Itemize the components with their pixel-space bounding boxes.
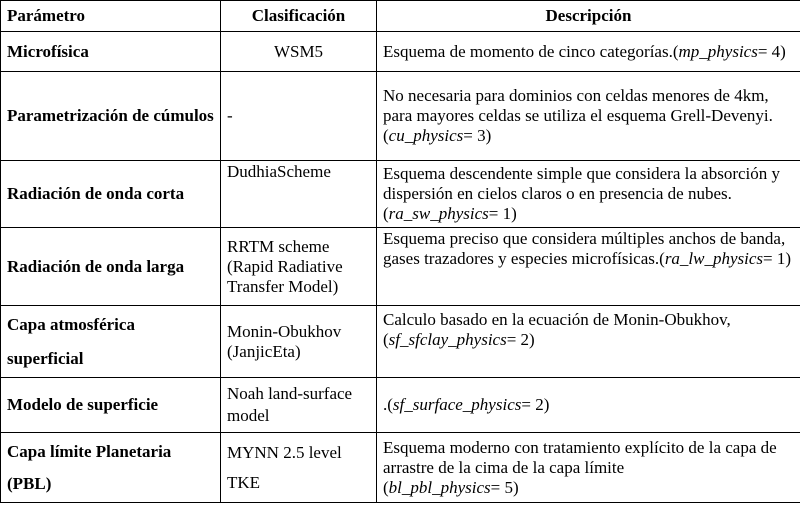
row-clasificacion: RRTM scheme (Rapid Radiative Transfer Model) [221, 228, 377, 306]
row-descripcion: Esquema moderno con tratamiento explícito de la capa de arrastre de la cima de la capa límite (bl_pbl_physics= 5) [377, 433, 800, 503]
row-descripcion: Esquema preciso que considera múltiples anchos de banda, gases trazadores y especies microfísicas.(ra_lw_physics= 1) [377, 228, 800, 306]
physics-option-value: = 5) [490, 477, 519, 497]
header-clasificacion: Clasificación [221, 1, 377, 32]
physics-option-value: = 3) [463, 126, 492, 145]
row-parametro: Capa atmosférica superficial [1, 306, 221, 378]
description-text: Esquema de momento de cinco categorías. [383, 41, 673, 61]
table-row [1, 32, 800, 72]
table-row [1, 433, 800, 503]
physics-option-value: = 4) [757, 41, 786, 61]
header-parametro: Parámetro [1, 1, 221, 32]
row-clasificacion [221, 433, 377, 503]
row-parametro: Radiación de onda corta [1, 161, 221, 228]
row-parametro: Capa límite Planetaria (PBL) [1, 433, 221, 503]
description-text: Esquema preciso que considera múltiples anchos de banda, gases trazadores y especies microfísicas. [383, 229, 786, 268]
row-descripcion: Calculo basado en la ecuación de Monin-Obukhov, (sf_sfclay_physics= 2) [377, 306, 800, 378]
row-descripcion: Esquema de momento de cinco categorías.(mp_physics= 4) [377, 32, 800, 72]
table-row [1, 161, 800, 228]
row-clasificacion: - [221, 72, 377, 161]
row-parametro: Microfísica [1, 32, 221, 72]
physics-option-code: ra_sw_physics [388, 204, 489, 223]
row-clasificacion: Monin-Obukhov (JanjicEta) [221, 306, 377, 378]
physics-option-value: = 2) [521, 395, 550, 414]
physics-option-code: bl_pbl_physics [388, 477, 491, 497]
classification-text: MYNN 2.5 level [227, 442, 342, 462]
row-clasificacion: DudhiaScheme [221, 161, 377, 228]
physics-option-code: sf_sfclay_physics [388, 330, 507, 349]
description-text: . [383, 395, 388, 414]
description-text: Esquema moderno con tratamiento explícito de la capa de arrastre de la cima de la capa límite [383, 437, 777, 477]
table-row [1, 306, 800, 378]
row-descripcion: Esquema descendente simple que considera la absorción y dispersión en cielos claros o en presencia de nubes.(ra_sw_physics= 1) [377, 161, 800, 228]
physics-option-value: = 2) [506, 330, 535, 349]
table-row [1, 228, 800, 306]
physics-option-value: = 1) [763, 249, 792, 268]
physics-option-value: = 1) [488, 204, 517, 223]
table-row [1, 378, 800, 433]
row-clasificacion: Noah land-surface model [221, 378, 377, 433]
row-descripcion: No necesaria para dominios con celdas menores de 4km, para mayores celdas se utiliza el esquema Grell-Devenyi. (cu_physics= 3) [377, 72, 800, 161]
description-text: Calculo basado en la ecuación de Monin-Obukhov, [383, 310, 731, 329]
description-text: No necesaria para dominios con celdas menores de 4km, para mayores celdas se utiliza el esquema Grell-Devenyi. [383, 86, 773, 125]
classification-extra: TKE [227, 472, 261, 492]
table-header-row [1, 1, 800, 32]
table-row [1, 72, 800, 161]
row-descripcion: .(sf_surface_physics= 2) [377, 378, 800, 433]
physics-option-code: cu_physics [388, 126, 464, 145]
physics-option-code: ra_lw_physics [664, 249, 764, 268]
row-clasificacion: WSM5 [221, 32, 377, 72]
physics-option-code: mp_physics [678, 41, 758, 61]
description-text: Esquema descendente simple que considera la absorción y dispersión en cielos claros o en presencia de nubes. [383, 164, 781, 203]
row-parametro: Radiación de onda larga [1, 228, 221, 306]
row-parametro: Modelo de superficie [1, 378, 221, 433]
header-descripcion: Descripción [377, 1, 800, 32]
physics-option-code: sf_surface_physics [392, 395, 522, 414]
row-parametro: Parametrización de cúmulos [1, 72, 221, 161]
